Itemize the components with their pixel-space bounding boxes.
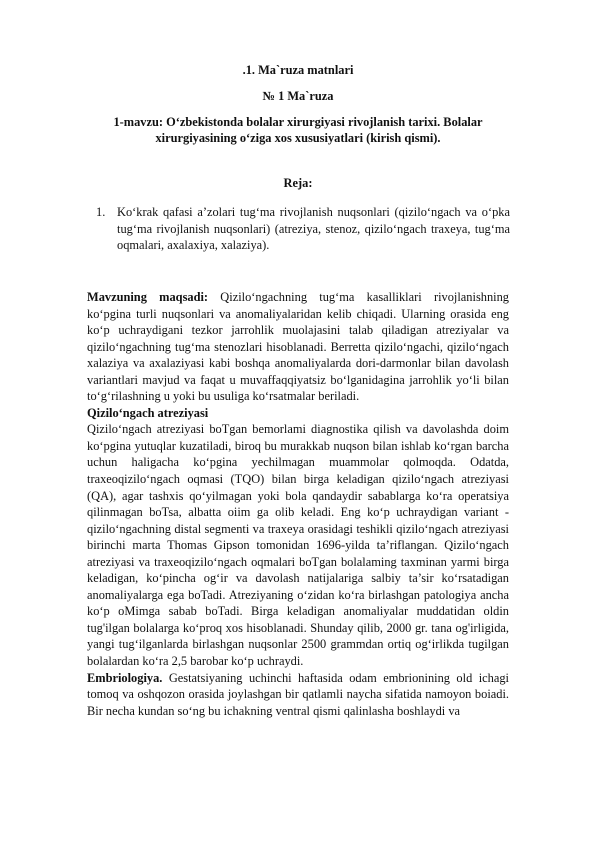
goal-label: Mavzuning maqsadi: <box>87 290 209 304</box>
document-body <box>87 289 509 719</box>
plan-heading: Reja: <box>283 176 313 190</box>
plan-item-number: 1. <box>96 205 106 219</box>
atresia-paragraph: Qizilo‘ngach atreziyasi boTgan bemorlami diagnostika qilish va davolashda doim ko‘pgina yutuqlar kuzatiladi, biroq bu murakkab nuqson bilan ishlab ko‘rgan barcha uchun haligacha ko‘pgina yechilmagan muammolar qolmoqda. Odatda, traxeoqizilo‘ngach oqmasi (TQO) bilan birga keladigan qizilo‘ngach atreziyasi (QA), agar tashxis qo‘yilmagan yoki bola qandaydir sabablarga ko‘ra operatsiya qilinmagan boTsa, albatta oiim ga olib keladi. Eng ko‘p uchraydigan variant - qizilo‘ngachning distal segmenti va traxeya orasidagi teshikli qizilo‘ngach atreziyasi birinchi marta Thomas Gipson tomonidan 1696-yilda ta’riflangan. Qizilo‘ngach atreziyasi va traxeoqizilo‘ngach oqmalari boTgan bolalaming taxminan yarmi birga keladigan, ko‘pincha og‘ir va davolash natijalariga salbiy ta’sir ko‘rsatadigan anomaliyalarga ega boTadi. Atreziyaning o‘zidan ko‘ra birlashgan patologiya ancha ko‘p oMimga sabab boTadi. Birga keladigan anomaliyalar muddatidan oldin tug'ilgan bolalarga ko‘proq xos hisoblanadi. Shunday qilib, 2000 gr. tana og'irligida, yangi tug‘ilganlarda birlashgan nuqsonlar 2500 grammdan ortiq og‘irlikda tugilgan bolalardan ko‘ra 2,5 barobar ko‘p uchraydi. <box>87 422 509 669</box>
plan-list <box>96 204 510 254</box>
lecture-topic: 1-mavzu: O‘zbekistonda bolalar xirurgiyasi rivojlanish tarixi. Bolalar xirurgiyasining o‘ziga xos xususiyatlari (kirish qismi). <box>113 115 483 145</box>
lecture-number: № 1 Ma`ruza <box>262 89 334 103</box>
embryology-text: Gestatsiyaning uchinchi haftasida odam embrionining old ichagi tomoq va oshqozon orasida joylashgan bir qatlamli naycha sifatida namoyon boiadi. Bir necha kundan so‘ng bu ichakning ventral qismi qalinlasha boshlaydi va <box>87 670 509 718</box>
goal-paragraph <box>87 289 509 405</box>
atresia-heading: Qizilo‘ngach atreziyasi <box>87 405 209 420</box>
goal-text: Qizilo‘ngachning tug‘ma kasalliklari rivojlanishning ko‘pgina turli nuqsonlari va anomaliyalaridan kelib chiqadi. Ularning orasida eng ko‘p uchraydigani tezkor jarrohlik muolajasini talab qiladigan atreziyalar va qizilo‘ngachning tug‘ma stenozlari hisoblanadi. Berretta qizilo‘ngachi, qizilo‘ngach xalaziya va axalaziyasi kabi boshqa anomaliyalarda dori-darmonlar bilan davolash variantlari mavjud va faqat u muvaffaqqiyatsiz bo‘lganidagina jarrohlik yo‘li bilan to‘g‘rilashning u yoki bu usuliga ko‘rsatmalar beriladi. <box>87 290 509 404</box>
embryology-label: Embriologiya. <box>87 670 163 685</box>
plan-item-text: Ko‘krak qafasi a’zolari tug‘ma rivojlanish nuqsonlari (qizilo‘ngach va o‘pka tug‘ma rivojlanish nuqsonlari) (atreziya, stenoz, qizilo‘ngach traxeya, tug‘ma oqmalari, axalaxiya, xalaziya). <box>117 205 510 252</box>
page-title: .1. Ma`ruza matnlari <box>242 63 354 77</box>
embryology-paragraph <box>87 670 509 720</box>
